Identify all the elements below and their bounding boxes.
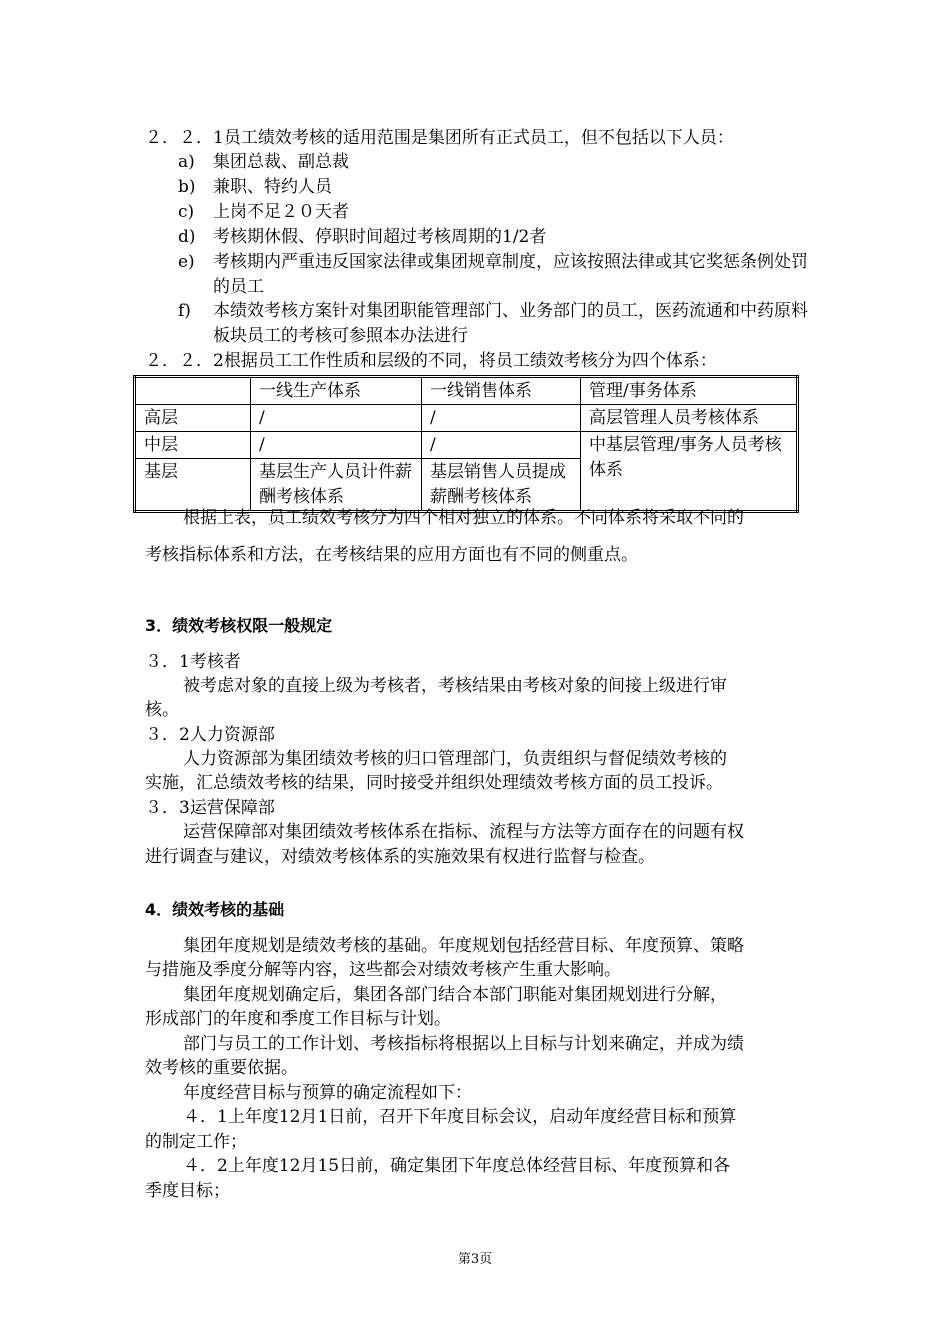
table-cell: 高层 [135, 405, 251, 432]
list-label: d) [178, 227, 196, 247]
paragraph: 与措施及季度分解等内容，这些都会对绩效考核产生重大影响。 [145, 960, 621, 980]
section-4-heading: 4．绩效考核的基础 [145, 900, 285, 919]
list-item: 考核期休假、停职时间超过考核周期的1/2者 [213, 227, 547, 247]
list-item: 兼职、特约人员 [213, 177, 332, 197]
paragraph: 被考虑对象的直接上级为考核者，考核结果由考核对象的间接上级进行审 [183, 676, 727, 696]
table-cell: / [422, 432, 581, 459]
paragraph: 核。 [145, 700, 179, 720]
subsection-title: ３．3运营保障部 [145, 798, 275, 818]
appraisal-system-table [133, 375, 799, 513]
table-cell: 基层 [135, 459, 251, 512]
table-header: 管理/事务体系 [581, 377, 798, 405]
paragraph: 人力资源部为集团绩效考核的归口管理部门，负责组织与督促绩效考核的 [183, 749, 727, 769]
list-label: f) [178, 301, 191, 321]
list-label: a) [178, 152, 195, 172]
paragraph: 年度经营目标与预算的确定流程如下： [183, 1083, 472, 1103]
paragraph: 实施，汇总绩效考核的结果，同时接受并组织处理绩效考核方面的员工投诉。 [145, 773, 723, 793]
page-number: 第3页 [457, 1252, 493, 1267]
table-header: 一线生产体系 [251, 377, 422, 405]
table-header-row [135, 377, 798, 405]
paragraph: 部门与员工的工作计划、考核指标将根据以上目标与计划来确定，并成为绩 [183, 1034, 744, 1054]
table-cell: / [422, 405, 581, 432]
paragraph: 形成部门的年度和季度工作目标与计划。 [145, 1009, 451, 1029]
paragraph: 集团年度规划确定后，集团各部门结合本部门职能对集团规划进行分解， [183, 985, 727, 1005]
table-cell: / [251, 405, 422, 432]
paragraph: 的制定工作； [145, 1132, 247, 1152]
paragraph: ４．2上年度12月15日前，确定集团下年度总体经营目标、年度预算和各 [183, 1156, 731, 1176]
table-header [135, 377, 251, 405]
table-note: 考核指标体系和方法，在考核结果的应用方面也有不同的侧重点。 [145, 545, 638, 565]
paragraph: 集团年度规划是绩效考核的基础。年度规划包括经营目标、年度预算、策略 [183, 936, 744, 956]
list-label: e) [178, 252, 195, 272]
list-label: c) [178, 202, 195, 222]
paragraph: 季度目标； [145, 1181, 230, 1201]
table-note: 根据上表，员工绩效考核分为四个相对独立的体系。不同体系将采取不同的 [183, 508, 744, 528]
table-cell: 基层生产人员计件薪酬考核体系 [251, 459, 422, 512]
section-3-heading: 3．绩效考核权限一般规定 [145, 616, 333, 635]
subsection-title: ３．1考核者 [145, 652, 241, 672]
table-row [135, 405, 798, 432]
list-item: 本绩效考核方案针对集团职能管理部门、业务部门的员工，医药流通和中药原料板块员工的考核可参照本办法进行 [213, 301, 808, 346]
table-cell: 高层管理人员考核体系 [581, 405, 798, 432]
paragraph: 运营保障部对集团绩效考核体系在指标、流程与方法等方面存在的问题有权 [183, 822, 744, 842]
paragraph: 效考核的重要依据。 [145, 1058, 298, 1078]
list-item: 集团总裁、副总裁 [213, 152, 349, 172]
table-header: 一线销售体系 [422, 377, 581, 405]
list-label: b) [178, 177, 196, 197]
table-cell: 基层销售人员提成薪酬考核体系 [422, 459, 581, 512]
clause-2-2-1: ２．２．1员工绩效考核的适用范围是集团所有正式员工，但不包括以下人员： [145, 128, 734, 148]
list-item: 上岗不足２０天者 [213, 202, 349, 222]
clause-2-2-2: ２．２．2根据员工工作性质和层级的不同，将员工绩效考核分为四个体系： [145, 351, 717, 371]
subsection-title: ３．2人力资源部 [145, 725, 275, 745]
paragraph: ４．1上年度12月1日前，召开下年度目标会议，启动年度经营目标和预算 [183, 1107, 737, 1127]
table-cell: 中层 [135, 432, 251, 459]
paragraph: 进行调查与建议，对绩效考核体系的实施效果有权进行监督与检查。 [145, 847, 655, 867]
table-row [135, 432, 798, 459]
list-item: 考核期内严重违反国家法律或集团规章制度，应该按照法律或其它奖惩条例处罚的员工 [213, 252, 808, 297]
table-cell: / [251, 432, 422, 459]
table-cell: 中基层管理/事务人员考核体系 [581, 432, 798, 512]
